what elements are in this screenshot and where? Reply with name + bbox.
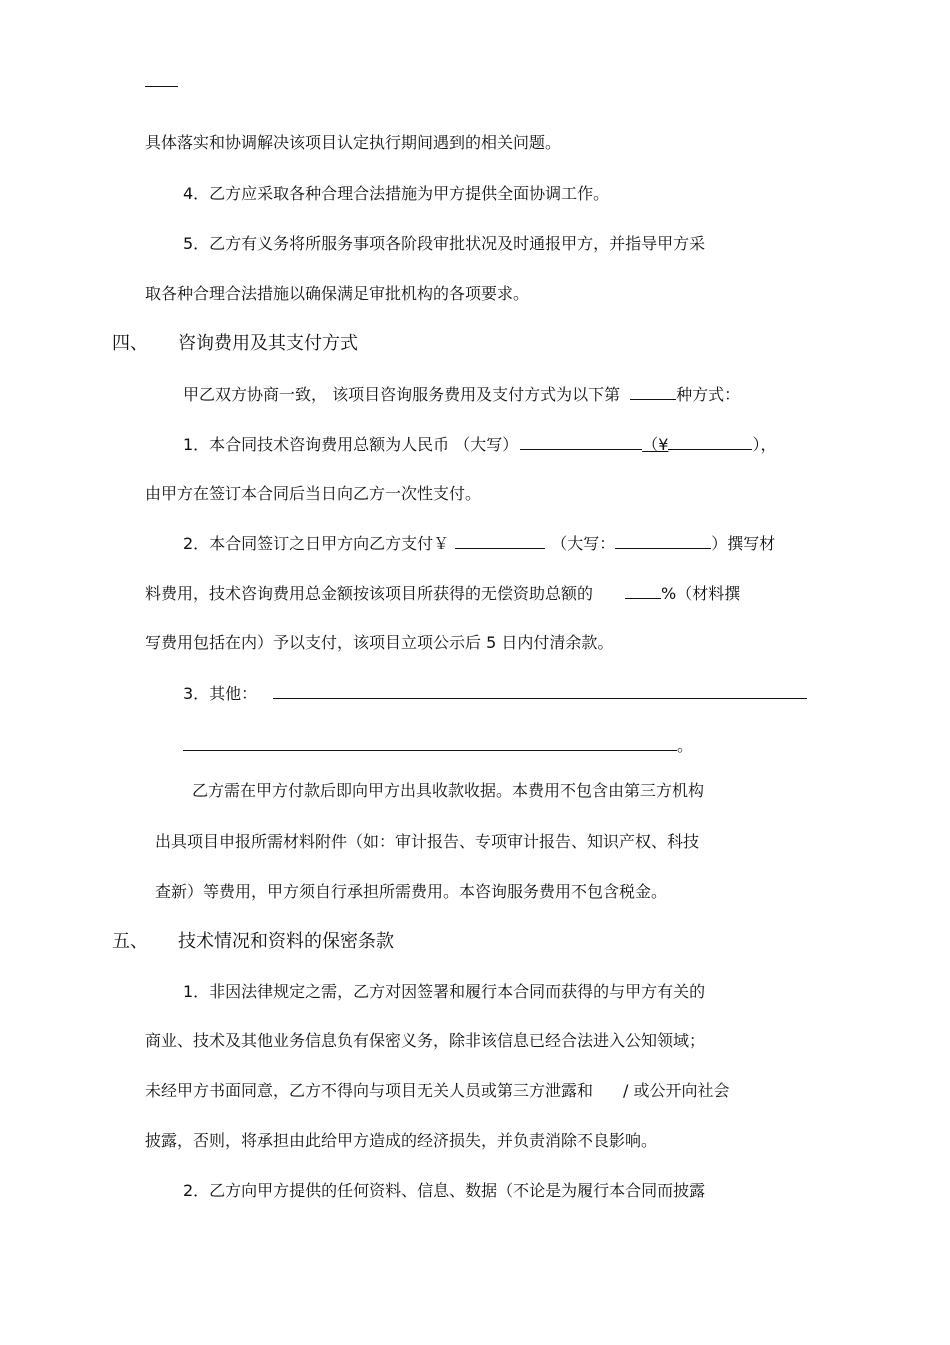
percentage-text: 料费用，技术咨询费用总金额按该项目所获得的无偿资助总额的 xyxy=(145,584,594,603)
section-four-number: 四、 xyxy=(112,333,148,354)
yen-prefix: （¥ xyxy=(642,435,669,454)
payment-method-line xyxy=(183,383,740,406)
words-label: （大写： xyxy=(551,534,616,553)
disclosure-suffix: / 或公开向社会 xyxy=(623,1081,730,1100)
other-label: 3．其他： xyxy=(183,684,258,703)
disclosure-text: 未经甲方书面同意，乙方不得向与项目无关人员或第三方泄露和 xyxy=(145,1081,594,1100)
other-blank-2[interactable] xyxy=(183,734,677,751)
confidentiality-clause-1: 1．非因法律规定之需，乙方对因签署和履行本合同而获得的与甲方有关的 xyxy=(183,982,706,1001)
paragraph-line: 披露，否则，将承担由此给甲方造成的经济损失，并负责消除不良影响。 xyxy=(145,1131,658,1150)
other-blank-1[interactable] xyxy=(273,682,807,699)
material-fee-suffix: ）撰写材 xyxy=(711,534,776,553)
fee-total-text: 1．本合同技术咨询费用总额为人民币 （大写） xyxy=(183,435,519,454)
clause-fee-total xyxy=(183,433,776,456)
period: 。 xyxy=(677,736,694,755)
percentage-suffix: %（材料撰 xyxy=(661,584,741,603)
clause-5: 5．乙方有义务将所服务事项各阶段审批状况及时通报甲方，并指导甲方采 xyxy=(183,234,706,253)
confidentiality-clause-2: 2．乙方向甲方提供的任何资料、信息、数据（不论是为履行本合同而披露 xyxy=(183,1181,706,1200)
percentage-blank[interactable] xyxy=(625,582,661,599)
section-five-number: 五、 xyxy=(112,931,148,952)
section-five-title: 技术情况和资料的保密条款 xyxy=(178,931,394,952)
method-number-blank[interactable] xyxy=(630,383,676,400)
paragraph-line: 具体落实和协调解决该项目认定执行期间遇到的相关问题。 xyxy=(145,133,562,152)
material-fee-text: 2．本合同签订之日甲方向乙方支付￥ xyxy=(183,534,450,553)
material-fee-words-blank[interactable] xyxy=(615,532,711,549)
clause-4: 4．乙方应采取各种合理合法措施为甲方提供全面协调工作。 xyxy=(183,184,610,203)
paragraph-line: 取各种合理合法措施以确保满足审批机构的各项要求。 xyxy=(145,284,530,303)
receipt-paragraph: 乙方需在甲方付款后即向甲方出具收款收据。本费用不包含由第三方机构 xyxy=(192,781,705,800)
paragraph-line: 出具项目申报所需材料附件（如：审计报告、专项审计报告、知识产权、科技 xyxy=(155,832,700,851)
material-fee-amount-blank[interactable] xyxy=(455,532,545,549)
amount-in-words-blank[interactable] xyxy=(520,433,642,450)
other-continuation xyxy=(183,734,693,757)
paragraph-line: 查新）等费用，甲方须自行承担所需费用。本咨询服务费用不包含税金。 xyxy=(155,882,668,901)
clause-material-fee xyxy=(183,532,775,555)
paragraph-line: 写费用包括在内）予以支付，该项目立项公示后 5 日内付清余款。 xyxy=(145,633,614,652)
payment-method-text: 甲乙双方协商一致， 该项目咨询服务费用及支付方式为以下第 xyxy=(183,385,621,404)
paragraph-line: 商业、技术及其他业务信息负有保密义务，除非该信息已经合法进入公知领域； xyxy=(145,1031,706,1050)
top-dash-line xyxy=(145,86,178,87)
section-four-title: 咨询费用及其支付方式 xyxy=(178,333,358,354)
amount-yen-blank[interactable] xyxy=(668,433,752,450)
paragraph-line xyxy=(145,1080,730,1102)
fee-total-suffix: ）， xyxy=(752,435,777,454)
clause-other xyxy=(183,682,807,705)
payment-method-suffix: 种方式： xyxy=(676,385,741,404)
paragraph-line: 由甲方在签订本合同后当日向乙方一次性支付。 xyxy=(145,484,482,503)
percentage-line xyxy=(145,582,740,605)
